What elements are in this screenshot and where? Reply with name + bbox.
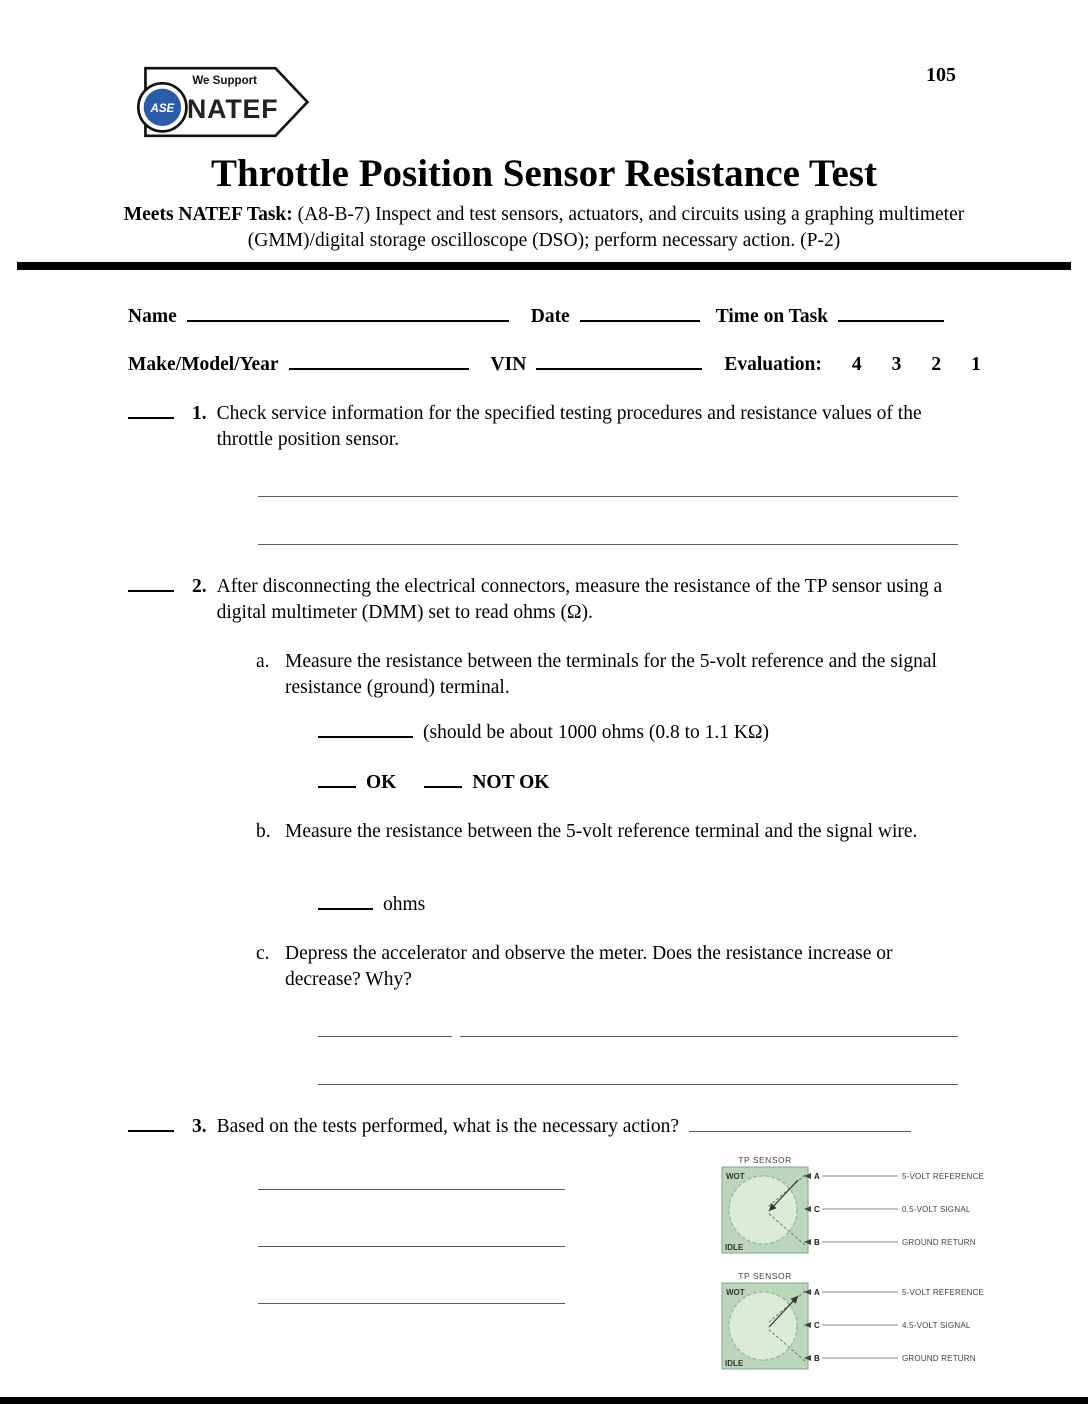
question-3-answer-line-inline [689, 1113, 911, 1132]
evaluation-score-1: 1 [971, 354, 981, 375]
diagram-title: TP SENSOR [738, 1271, 792, 1281]
terminal-a-label: A [814, 1288, 820, 1297]
question-2a-note: (should be about 1000 ohms (0.8 to 1.1 KΩ) [423, 722, 769, 743]
question-2b-letter: b. [256, 821, 271, 842]
question-2c-answer-line-1 [460, 1036, 958, 1037]
question-2b [256, 819, 945, 845]
question-2a [256, 649, 945, 701]
page-title: Throttle Position Sensor Resistance Test [211, 152, 877, 195]
vin-label: VIN [490, 354, 527, 375]
question-2-grade-line [128, 573, 174, 592]
ohms-reading-line [318, 891, 373, 910]
question-3-grade-line [128, 1113, 174, 1132]
name-label: Name [128, 306, 177, 327]
question-3-answer-line-1 [258, 1189, 565, 1190]
question-2c-letter: c. [256, 943, 270, 964]
terminal-b-label: B [814, 1354, 820, 1363]
evaluation-score-2: 2 [931, 354, 942, 375]
question-1-text: Check service information for the specified testing procedures and resistance values of the throttle position sensor. [216, 403, 922, 450]
ground-wire-label: GROUND RETURN [902, 1238, 976, 1247]
name-date-row [128, 303, 944, 330]
logo-brand-text: NATEF [186, 94, 279, 125]
wot-label: WOT [726, 1172, 745, 1181]
not-ok-label: NOT OK [472, 772, 550, 793]
natef-logo [133, 56, 311, 148]
idle-label: IDLE [725, 1243, 744, 1252]
reference-wire-label: 5-VOLT REFERENCE [902, 1172, 985, 1181]
terminal-c-label: C [814, 1205, 820, 1214]
evaluation-score-3: 3 [891, 354, 902, 375]
signal-wire-label: 4.5-VOLT SIGNAL [902, 1321, 971, 1330]
vin-field-line [536, 351, 702, 370]
question-3-text: Based on the tests performed, what is the necessary action? [216, 1116, 680, 1137]
ground-wire-label: GROUND RETURN [902, 1354, 976, 1363]
question-1-grade-line [128, 400, 174, 419]
ohms-unit-label: ohms [383, 894, 426, 915]
question-2a-ok-row [318, 769, 549, 796]
question-3 [128, 1113, 911, 1140]
terminal-c-label: C [814, 1321, 820, 1330]
make-model-year-label: Make/Model/Year [128, 354, 279, 375]
question-1 [128, 400, 962, 453]
natef-task-label: Meets NATEF Task: [123, 204, 293, 225]
make-model-year-field-line [289, 351, 469, 370]
question-2a-reading-row [318, 719, 769, 746]
sensor-rotor [729, 1176, 797, 1244]
ok-label: OK [366, 772, 397, 793]
logo-support-text: We Support [192, 75, 258, 88]
evaluation-score-4: 4 [851, 354, 862, 375]
date-label: Date [530, 306, 570, 327]
terminal-b-label: B [814, 1238, 820, 1247]
question-3-answer-line-2 [258, 1246, 565, 1247]
date-field-line [580, 303, 700, 322]
question-3-number: 3. [192, 1116, 207, 1137]
page-number: 105 [926, 64, 956, 86]
question-2c-text: Depress the accelerator and observe the meter. Does the resistance increase or decrease? Why? [285, 943, 893, 990]
tp-sensor-diagram-idle [716, 1154, 988, 1260]
time-on-task-label: Time on Task [715, 306, 829, 327]
header-divider [17, 262, 1071, 270]
question-2a-reading-line [318, 719, 413, 738]
question-2a-text: Measure the resistance between the terminals for the 5-volt reference and the signal resistance (ground) terminal. [285, 651, 937, 698]
natef-task-statement [120, 202, 968, 254]
question-2c [256, 941, 965, 993]
question-2b-text: Measure the resistance between the 5-volt reference terminal and the signal wire. [285, 821, 918, 842]
question-1-answer-line-1 [258, 496, 958, 497]
not-ok-check-line [424, 769, 462, 788]
ok-check-line [318, 769, 356, 788]
question-2 [128, 573, 962, 626]
question-2c-answer-line-short [318, 1036, 452, 1037]
natef-task-text: (A8-B-7) Inspect and test sensors, actuators, and circuits using a graphing multimeter (GMM)/digital storage oscilloscope (DSO); perform necessary action. (P-2) [247, 204, 965, 251]
reference-wire-label: 5-VOLT REFERENCE [902, 1288, 985, 1297]
question-2-number: 2. [192, 576, 207, 597]
question-2a-letter: a. [256, 651, 270, 672]
idle-label: IDLE [725, 1359, 744, 1368]
name-field-line [187, 303, 509, 322]
time-on-task-field-line [838, 303, 944, 322]
vehicle-info-row [128, 351, 981, 378]
question-2c-answer-line-2 [318, 1084, 958, 1085]
tp-sensor-diagram-wot [716, 1270, 988, 1376]
wot-label: WOT [726, 1288, 745, 1297]
question-1-number: 1. [192, 403, 207, 424]
question-3-answer-line-3 [258, 1303, 565, 1304]
diagram-title: TP SENSOR [738, 1155, 792, 1165]
sensor-rotor [729, 1292, 797, 1360]
question-2-text: After disconnecting the electrical connectors, measure the resistance of the TP sensor using a digital multimeter (DMM) set to read ohms (Ω). [216, 576, 943, 623]
footer-divider [0, 1397, 1088, 1404]
evaluation-label: Evaluation: [724, 354, 822, 375]
question-1-answer-line-2 [258, 544, 958, 545]
ase-logo-text: ASE [150, 102, 175, 115]
terminal-a-label: A [814, 1172, 820, 1181]
signal-wire-label: 0.5-VOLT SIGNAL [902, 1205, 971, 1214]
question-2b-reading-row [318, 891, 425, 918]
